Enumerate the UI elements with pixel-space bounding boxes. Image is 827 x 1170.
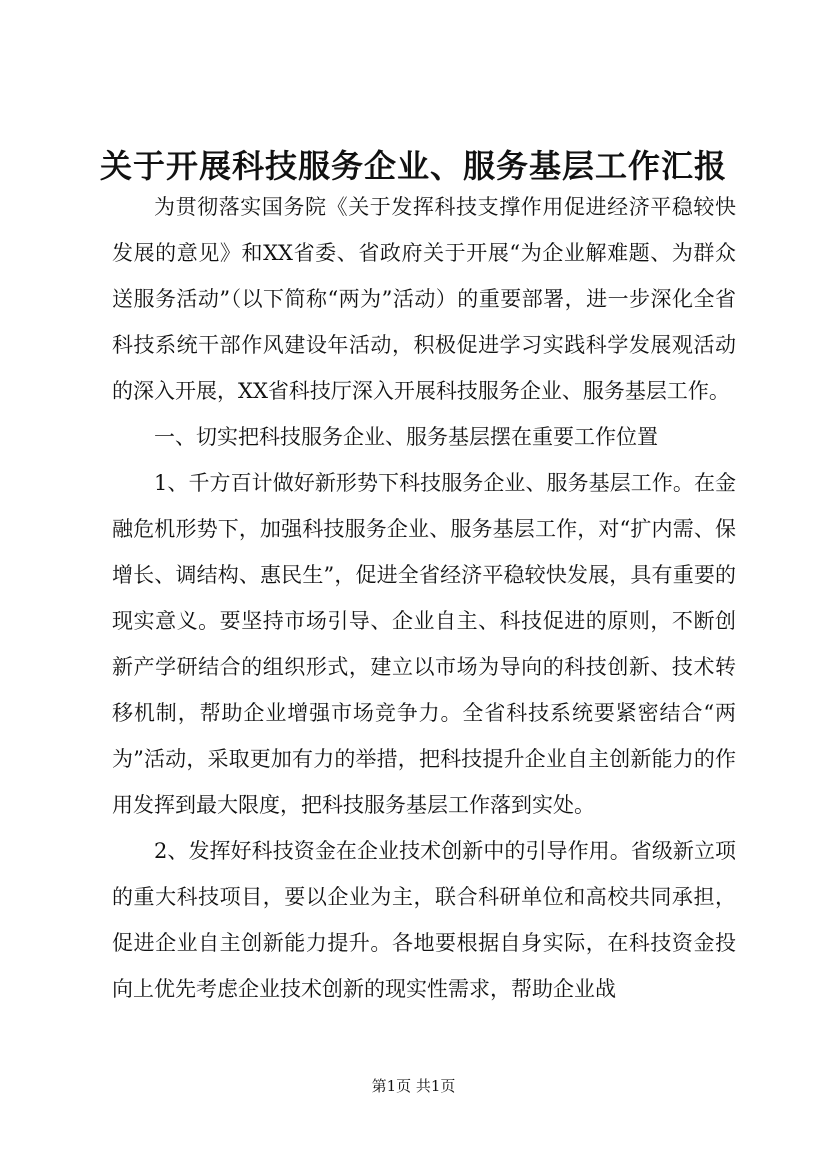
document-title: 关于开展科技服务企业、服务基层工作汇报 <box>99 147 727 185</box>
paragraph-item-2: 2、发挥好科技资金在企业技术创新中的引导作用。省级新立项的重大科技项目，要以企业为主，联合科研单位和高校共同承担，促进企业自主创新能力提升。各地要根据自身实际，在科技资金投向上优先考虑企业技术创新的现实性需求，帮助企业战 <box>112 839 736 1001</box>
paragraph-intro: 为贯彻落实国务院《关于发挥科技支撑作用促进经济平稳较快发展的意见》和XX省委、省政府关于开展“为企业解难题、为群众送服务活动”（以下简称“两为”活动）的重要部署，进一步深化全省科技系统干部作风建设年活动，积极促进学习实践科学发展观活动的深入开展，XX省科技厅深入开展科技服务企业、服务基层工作。 <box>112 195 736 403</box>
paragraph-item-1: 1、千方百计做好新形势下科技服务企业、服务基层工作。在金融危机形势下，加强科技服务企业、服务基层工作，对“扩内需、保增长、调结构、惠民生”，促进全省经济平稳较快发展，具有重要的现实意义。要坚持市场引导、企业自主、科技促进的原则，不断创新产学研结合的组织形式，建立以市场为导向的科技创新、技术转移机制，帮助企业增强市场竞争力。全省科技系统要紧密结合“两为”活动，采取更加有力的举措，把科技提升企业自主创新能力的作用发挥到最大限度，把科技服务基层工作落到实处。 <box>112 471 736 817</box>
page-footer: 第1页 共1页 <box>371 1077 456 1095</box>
document-body <box>112 184 736 1012</box>
section-heading-1: 一、切实把科技服务企业、服务基层摆在重要工作位置 <box>154 425 658 449</box>
